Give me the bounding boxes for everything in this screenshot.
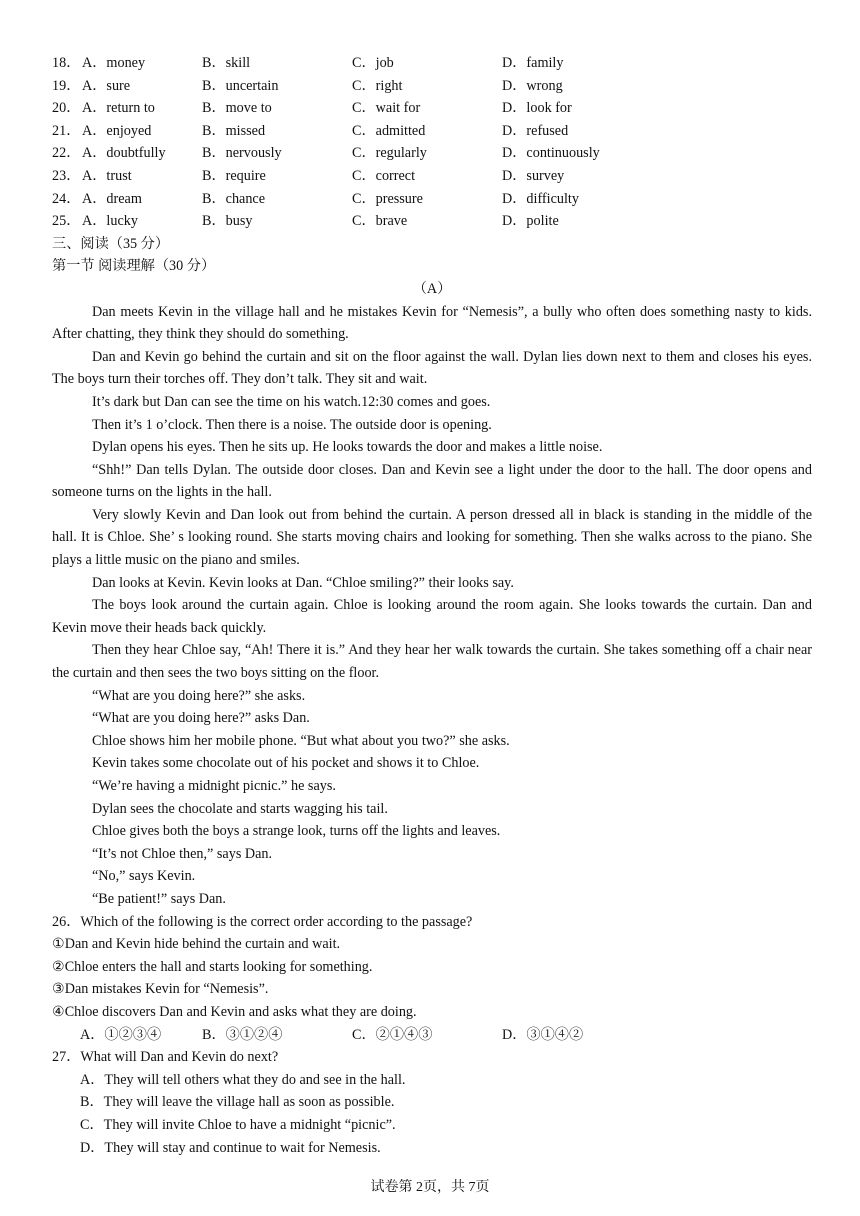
passage-paragraph: Dan meets Kevin in the village hall and he mistakes Kevin for “Nemesis”, a bully who often does something nasty to kids. After chatting, they think they should do something.: [52, 303, 812, 343]
event-item: ①Dan and Kevin hide behind the curtain and wait.: [52, 936, 341, 953]
question-stem: 27．What will Dan and Kevin do next?: [52, 1049, 279, 1066]
passage-paragraph: Then they hear Chloe say, “Ah! There it is.” And they hear her walk towards the curtain. She takes something off a chair near the curtain and then sees the two boys sitting on the floor.: [52, 642, 812, 682]
option-b: B．③①②④: [202, 1026, 283, 1043]
option-d: D．survey: [502, 167, 565, 184]
question-27: [52, 1046, 812, 1159]
passage-paragraph: “We’re having a midnight picnic.” he says.: [92, 778, 336, 794]
option-a: A．doubtfully: [82, 145, 166, 162]
question-number: 19．: [52, 77, 81, 94]
event-item: ④Chloe discovers Dan and Kevin and asks what they are doing.: [52, 1003, 417, 1020]
option-d: D．refused: [502, 122, 569, 139]
question-26: [52, 911, 812, 1047]
option-b: B．chance: [202, 190, 266, 207]
option-c: C．They will invite Chloe to have a midnight “picnic”.: [80, 1116, 396, 1133]
reading-passage: [52, 301, 812, 911]
passage-paragraph: “What are you doing here?” asks Dan.: [92, 710, 310, 727]
passage-paragraph: “It’s not Chloe then,” says Dan.: [92, 845, 273, 862]
question-stem: 26．Which of the following is the correct order according to the passage?: [52, 913, 473, 930]
option-row-19: [52, 75, 812, 98]
question-number: 20．: [52, 100, 81, 117]
option-c: C．admitted: [352, 122, 426, 139]
option-d: D．wrong: [502, 77, 563, 94]
question-number: 18．: [52, 55, 81, 71]
option-d: D．difficulty: [502, 190, 579, 207]
option-a: A．They will tell others what they do and see in the hall.: [80, 1071, 406, 1088]
option-d: D．look for: [502, 100, 572, 117]
passage-paragraph: Kevin takes some chocolate out of his pocket and shows it to Chloe.: [92, 755, 480, 772]
option-a: A．lucky: [82, 213, 138, 230]
option-a: A．①②③④: [80, 1026, 162, 1043]
passage-paragraph: Very slowly Kevin and Dan look out from behind the curtain. A person dressed all in black is standing in the middle of the hall. It is Chloe. She’ s looking round. She starts moving chairs and looking for something. Then she walks across to the piano. She plays a little music on the piano and smiles.: [52, 506, 812, 569]
passage-paragraph: Dylan sees the chocolate and starts wagging his tail.: [92, 800, 388, 817]
option-a: A．return to: [82, 100, 155, 117]
option-c: C．regularly: [352, 145, 427, 162]
question-number: 24．: [52, 190, 81, 207]
passage-paragraph: Dan looks at Kevin. Kevin looks at Dan. “Chloe smiling?” their looks say.: [92, 574, 514, 591]
option-b: B．They will leave the village hall as soon as possible.: [80, 1094, 395, 1111]
option-row-25: [52, 210, 812, 233]
option-b: B．skill: [202, 55, 251, 71]
option-row-18: [52, 52, 812, 75]
passage-label: （A）: [412, 280, 452, 297]
option-c: C．pressure: [352, 190, 423, 207]
option-b: B．missed: [202, 122, 266, 139]
option-d: D．polite: [502, 213, 559, 230]
option-a: A．dream: [82, 190, 142, 207]
option-row-21: [52, 120, 812, 143]
passage-paragraph: The boys look around the curtain again. Chloe is looking around the room again. She looks towards the curtain. Dan and Kevin move their heads back quickly.: [52, 597, 812, 636]
page-footer: 试卷第 2页，共 7页: [370, 1180, 490, 1195]
option-row-23: [52, 165, 812, 188]
option-d: D．family: [502, 55, 564, 71]
question-number: 23．: [52, 167, 81, 184]
option-d: D．They will stay and continue to wait for Nemesis.: [80, 1139, 381, 1156]
option-b: B．uncertain: [202, 77, 279, 94]
answer-options: [52, 1024, 812, 1047]
option-a: A．trust: [82, 167, 132, 184]
event-item: ③Dan mistakes Kevin for “Nemesis”.: [52, 981, 269, 998]
option-c: C．right: [352, 77, 403, 94]
passage-paragraph: Chloe shows him her mobile phone. “But what about you two?” she asks.: [92, 732, 510, 749]
passage-paragraph: It’s dark but Dan can see the time on his watch.12:30 comes and goes.: [92, 393, 491, 410]
option-b: B．nervously: [202, 145, 282, 162]
option-row-22: [52, 142, 812, 165]
option-row-24: [52, 188, 812, 211]
option-c: C．job: [352, 55, 394, 71]
option-a: A．money: [82, 55, 146, 71]
question-number: 25．: [52, 213, 81, 230]
option-c: C．brave: [352, 213, 408, 230]
option-d: D．continuously: [502, 145, 600, 162]
option-a: A．sure: [82, 77, 131, 94]
question-number: 22．: [52, 145, 81, 162]
passage-paragraph: “What are you doing here?” she asks.: [92, 687, 306, 704]
question-number: 21．: [52, 122, 81, 139]
section-title: 三、阅读（35 分）: [52, 235, 170, 252]
option-c: C．correct: [352, 167, 416, 184]
passage-paragraph: “Shh!” Dan tells Dylan. The outside door closes. Dan and Kevin see a light under the door to the hall. The door opens and someone turns on the lights in the hall.: [52, 461, 812, 501]
passage-paragraph: “No,” says Kevin.: [92, 868, 196, 885]
passage-paragraph: Dylan opens his eyes. Then he sits up. He looks towards the door and makes a little noise.: [92, 439, 603, 456]
cloze-options: [52, 52, 812, 233]
event-item: ②Chloe enters the hall and starts looking for something.: [52, 958, 373, 975]
option-row-20: [52, 97, 812, 120]
passage-paragraph: Chloe gives both the boys a strange look, turns off the lights and leaves.: [92, 823, 501, 840]
passage-paragraph: Then it’s 1 o’clock. Then there is a noise. The outside door is opening.: [92, 416, 492, 433]
option-c: C．②①④③: [352, 1026, 433, 1043]
subsection-title: 第一节 阅读理解（30 分）: [52, 258, 216, 275]
option-b: B．require: [202, 167, 266, 184]
passage-paragraph: Dan and Kevin go behind the curtain and sit on the floor against the wall. Dylan lies down next to them and closes his eyes. The boys turn their torches off. They don’t talk. They sit and wait.: [52, 348, 812, 388]
option-a: A．enjoyed: [82, 122, 152, 139]
option-b: B．busy: [202, 213, 253, 230]
option-d: D．③①④②: [502, 1026, 584, 1043]
exam-page: [52, 52, 812, 1159]
passage-paragraph: “Be patient!” says Dan.: [92, 890, 226, 907]
option-c: C．wait for: [352, 100, 421, 117]
option-b: B．move to: [202, 100, 272, 117]
